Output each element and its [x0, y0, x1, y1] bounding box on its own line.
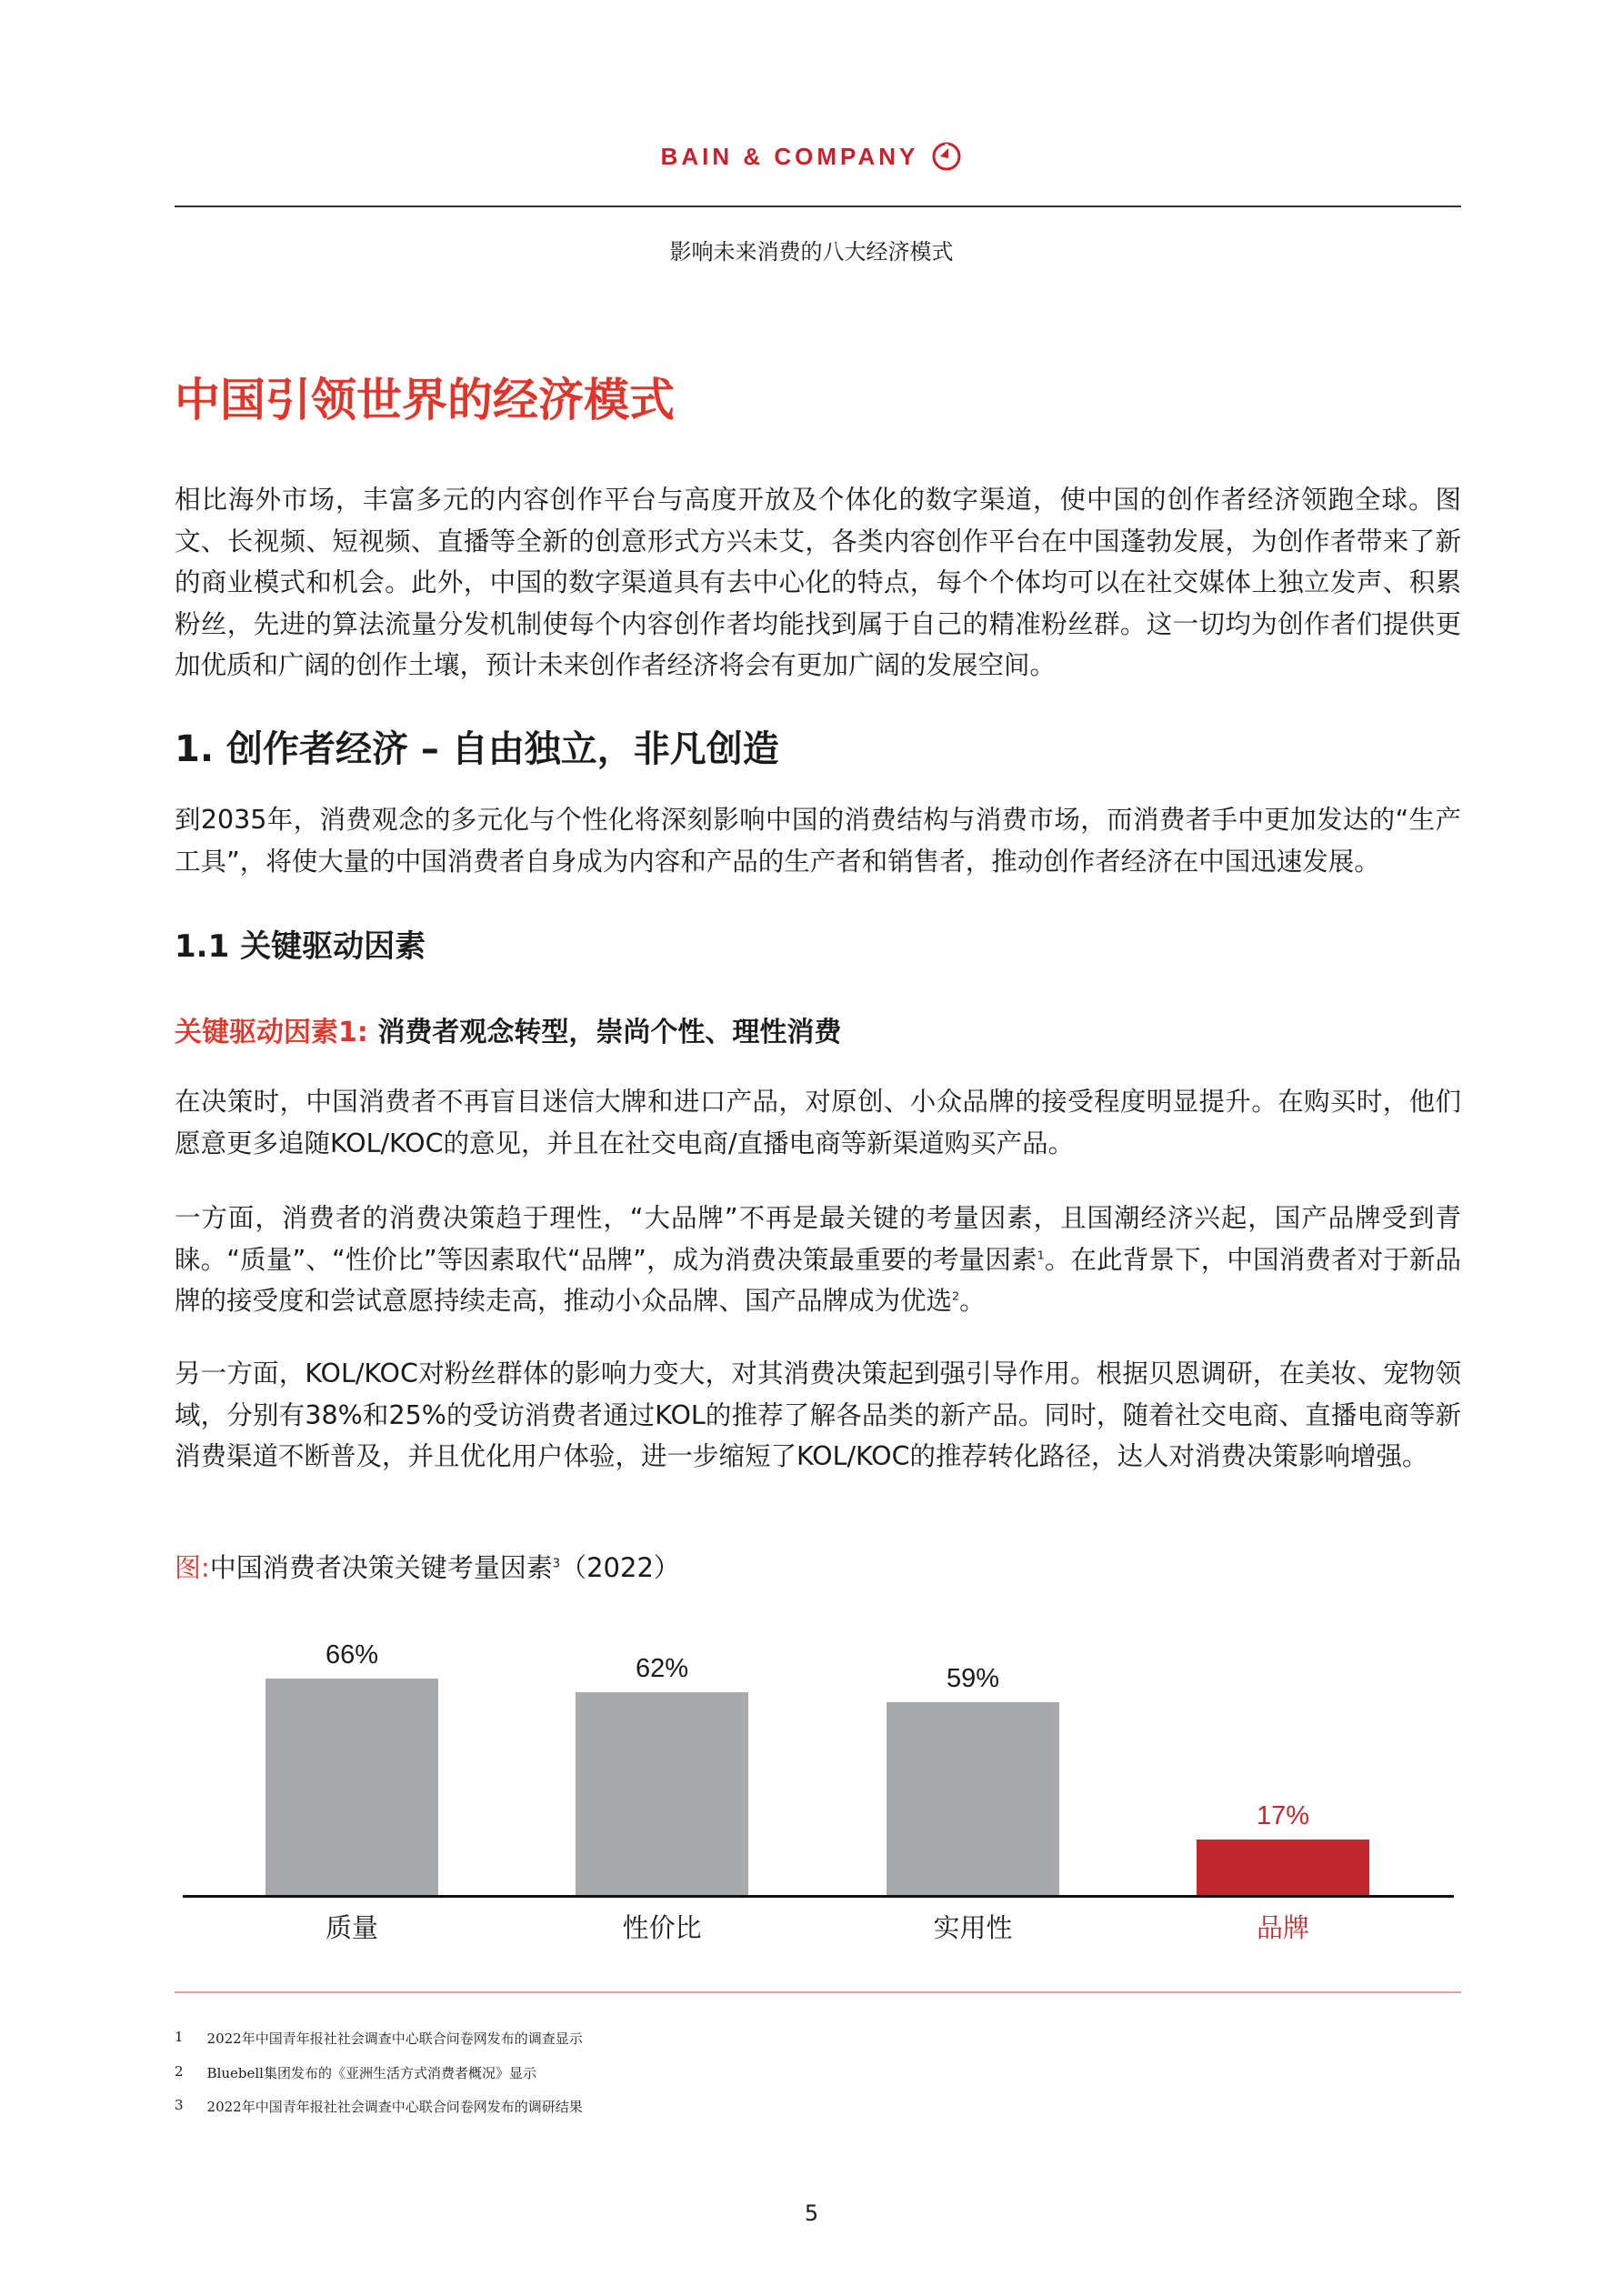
figure-label: 图:	[175, 1552, 210, 1583]
figure-year: （2022）	[560, 1552, 680, 1583]
data-label: 59%	[946, 1663, 1000, 1693]
intro-paragraph: 相比海外市场，丰富多元的内容创作平台与高度开放及个体化的数字渠道，使中国的创作者经济领跑全球。图文、长视频、短视频、直播等全新的创意形式方兴未艾，各类内容创作平台在中国蓬勃发展，为创作者带来了新的商业模式和机会。此外，中国的数字渠道具有去中心化的特点，每个个体均可以在社交媒体上独立发声、积累粉丝，先进的算法流量分发机制使每个内容创作者均能找到属于自己的精准粉丝群。这一切均为创作者们提供更加优质和广阔的创作土壤，预计未来创作者经济将会有更加广阔的发展空间。	[175, 485, 1461, 680]
footnote	[175, 2097, 583, 2116]
brand-name: BAIN & COMPANY	[660, 142, 919, 170]
figure-title: 中国消费者决策关键考量因素	[209, 1552, 553, 1583]
footnote-ref: 3	[552, 1557, 561, 1571]
section-paragraph: 到2035年，消费观念的多元化与个性化将深刻影响中国的消费结构与消费市场，而消费者手中更加发达的“生产工具”，将使大量的中国消费者自身成为内容和产品的生产者和销售者，推动创作者经济在中国迅速发展。	[175, 805, 1461, 877]
category-label: 实用性	[933, 1912, 1013, 1943]
footnote-divider	[175, 1991, 1461, 1993]
category-label: 性价比	[622, 1912, 702, 1943]
paragraph-rational	[175, 1198, 1461, 1322]
key-driver-label: 关键驱动因素1:	[175, 1017, 368, 1048]
footnote	[175, 2063, 536, 2082]
paragraph-text: 一方面，消费者的消费决策趋于理性，“大品牌”不再是最关键的考量因素，且国潮经济兴起，国产品牌受到青睐。“质量”、“性价比”等因素取代“品牌”，成为消费决策最重要的考量因素	[175, 1203, 1461, 1275]
key-driver-heading	[175, 1009, 841, 1049]
footnote-number: 1	[175, 2029, 184, 2045]
report-subtitle: 影响未来消费的八大经济模式	[669, 239, 954, 265]
bar-性价比	[576, 1692, 748, 1895]
data-label: 62%	[635, 1653, 689, 1683]
bar-品牌	[1197, 1840, 1369, 1895]
paragraph-kol: 另一方面，KOL/KOC对粉丝群体的影响力变大，对其消费决策起到强引导作用。根据贝恩调研，在美妆、宠物领域，分别有38%和25%的受访消费者通过KOL的推荐了解各品类的新产品。同时，随着社交电商、直播电商等新消费渠道不断普及，并且优化用户体验，进一步缩短了KOL/KOC的推荐转化路径，达人对消费决策影响增强。	[175, 1359, 1461, 1471]
footnote-number: 2	[175, 2063, 184, 2080]
footnote-number: 3	[175, 2097, 184, 2113]
data-label: 17%	[1256, 1800, 1310, 1830]
bar-实用性	[887, 1702, 1059, 1895]
bar-质量	[265, 1679, 438, 1895]
paragraph-decision: 在决策时，中国消费者不再盲目迷信大牌和进口产品，对原创、小众品牌的接受程度明显提升。在购买时，他们愿意更多追随KOL/KOC的意见，并且在社交电商/直播电商等新渠道购买产品。	[175, 1087, 1461, 1158]
page-title: 中国引领世界的经济模式	[175, 374, 675, 426]
category-label: 质量	[325, 1912, 378, 1943]
footnote-text: 2022年中国青年报社社会调查中心联合问卷网发布的调研结果	[206, 2099, 583, 2115]
data-label: 66%	[325, 1640, 379, 1670]
figure-caption	[175, 1548, 680, 1585]
header-divider	[175, 206, 1461, 207]
brand-logo	[0, 141, 1623, 172]
footnote-text: Bluebell集团发布的《亚洲生活方式消费者概况》显示	[206, 2065, 536, 2081]
category-label: 品牌	[1256, 1912, 1309, 1943]
footnote-ref: 2	[952, 1289, 960, 1304]
paragraph-text: 。在此背景下，中国消费者对于新品牌的接受度和尝试意愿持续走高，推动小众品牌、国产品牌成为优选	[175, 1244, 1461, 1316]
subsection-heading: 1.1 关键驱动因素	[175, 928, 426, 965]
footnote-text: 2022年中国青年报社社会调查中心联合问卷网发布的调查显示	[206, 2030, 583, 2047]
page-number: 5	[804, 2201, 819, 2226]
paragraph-text: 。	[959, 1286, 986, 1316]
footnote	[175, 2029, 583, 2048]
key-driver-text: 消费者观念转型，崇尚个性、理性消费	[377, 1017, 842, 1048]
x-axis-line	[183, 1895, 1454, 1898]
bain-logo-icon	[931, 141, 962, 172]
footnote-ref: 1	[1037, 1248, 1045, 1262]
section-heading: 1. 创作者经济 – 自由独立，非凡创造	[175, 728, 779, 770]
